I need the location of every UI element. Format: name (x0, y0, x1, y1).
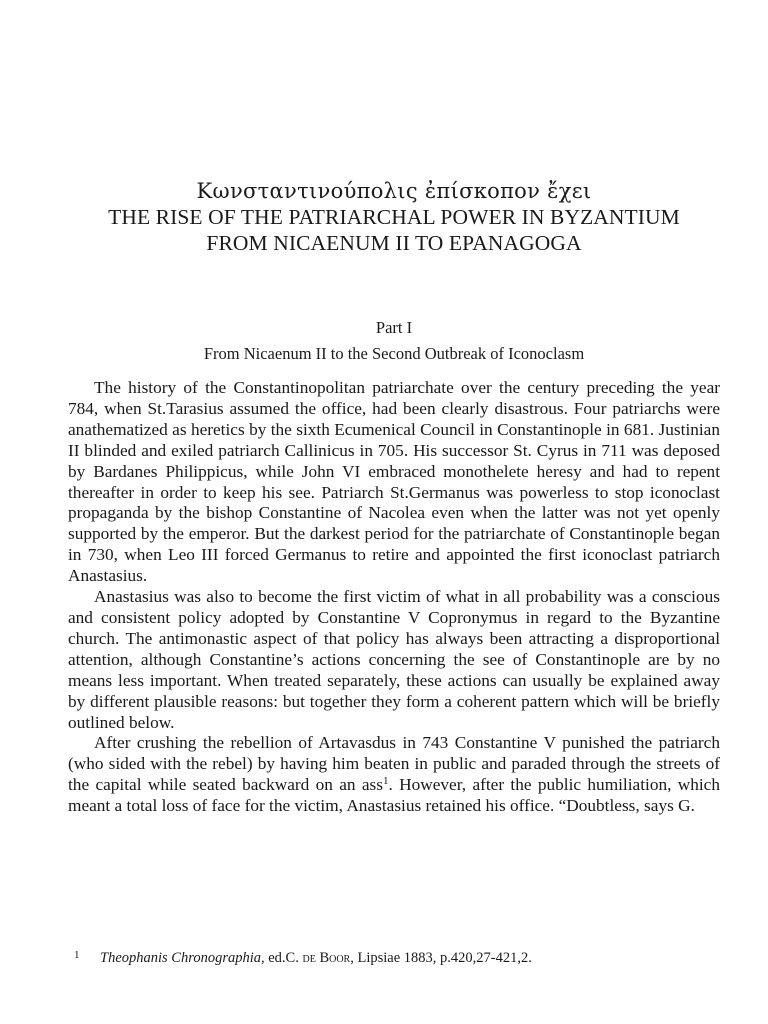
part-subtitle: From Nicaenum II to the Second Outbreak of Iconoclasm (203, 344, 585, 363)
footnote (74, 945, 720, 968)
chapter-title (68, 178, 720, 256)
paragraph-3-text-after-note: . However, after the public humiliation, which meant a total loss of face for the victim, Anastasius retained his office. “Doubtless, says G. (68, 775, 720, 816)
paragraph-2: Anastasius was also to become the first victim of what in all probability was a conscious and consistent policy adopted by Constantine V Copronymus in regard to the Byzantine church. The antimonastic aspect of that policy has always been attracting a disproportional attention, although Constantine’s actions concerning the see of Constantinople are by no means less important. When treated separately, these actions can usually be explained away by different plausible reasons: but together they form a coherent pattern which will be briefly outlined below. (68, 587, 720, 732)
paragraph-1: The history of the Constantinopolitan patriarchate over the century preceding the year 784, when St.Tarasius assumed the office, had been clearly disastrous. Four patriarchs were anathematized as heretics by the sixth Ecumenical Council in Constantinople in 681. Justinian II blinded and exiled patriarch Callinicus in 705. His successor St. Cyrus in 711 was deposed by Bardanes Philippicus, while John VI embraced monothelete heresy and had to repent thereafter in order to keep his see. Patriarch St.Germanus was powerless to stop iconoclast propaganda by the bishop Constantine of Nacolea even when the latter was not yet openly supported by the emperor. But the darkest period for the patriarchate of Constantinople began in 730, when Leo III forced Germanus to retire and appointed the first iconoclast patriarch Anastasius. (68, 378, 720, 586)
paragraph-3 (68, 733, 720, 817)
footnote-ed-prefix: ed.C. (264, 950, 303, 966)
footnote-editor: de Boor (302, 950, 351, 966)
title-line-2: FROM NICAENUM II TO EPANAGOGA (206, 231, 582, 255)
part-label: Part I (375, 318, 413, 337)
footnote-source-title: Theophanis Chronographia, (100, 950, 265, 966)
footnote-number: 1 (74, 949, 80, 961)
greek-epigraph-title: Κωνσταντινούπολις ἐπίσκοπον ἔχει (196, 179, 592, 203)
paragraph-3-text-before-note: After crushing the rebellion of Artavasdus in 743 Constantine V punished the patriarch (who sided with the rebel) by having him beaten in public and paraded through the streets of the capital while seated backward on an ass (68, 733, 720, 795)
title-line-1: THE RISE OF THE PATRIARCHAL POWER IN BYZANTIUM (108, 205, 680, 229)
footnote-reference[interactable]: 1 (382, 775, 389, 788)
footnote-citation-rest: , Lipsiae 1883, p.420,27-421,2. (350, 950, 532, 966)
book-page (68, 0, 720, 1024)
part-heading (68, 315, 720, 367)
body-text (68, 378, 720, 817)
